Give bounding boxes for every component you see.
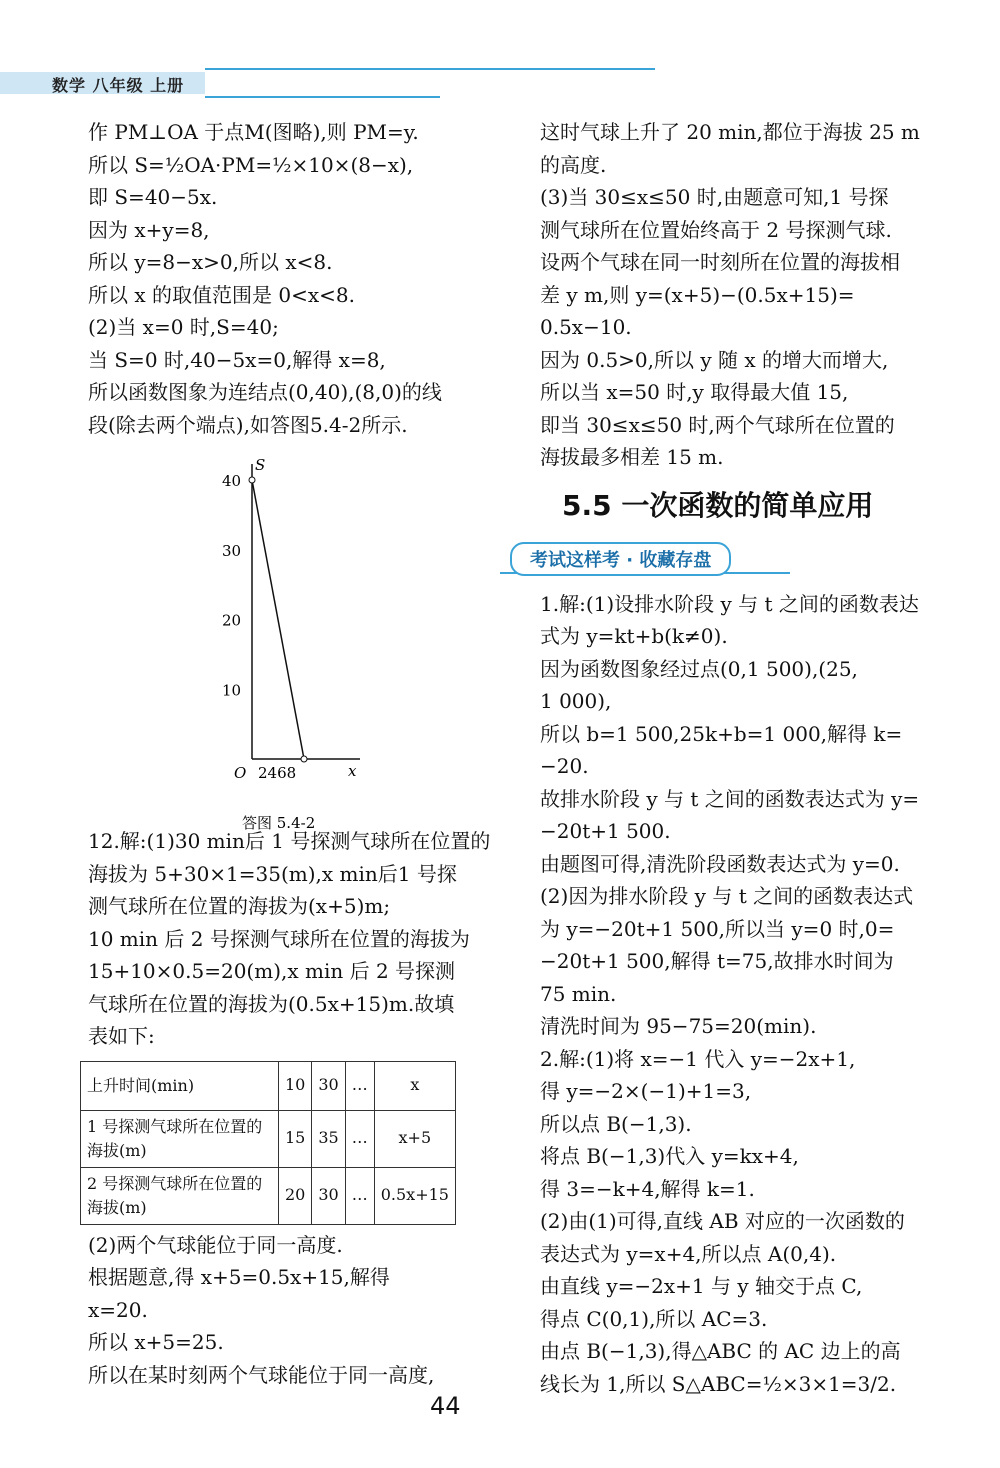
text-line: (2)当 x=0 时,S=40; xyxy=(88,315,279,339)
text-line: 得 3=−k+4,解得 k=1. xyxy=(540,1176,755,1201)
text-line: 1.解:(1)设排水阶段 y 与 t 之间的函数表达 xyxy=(540,591,919,616)
text-line: 当 S=0 时,40−5x=0,解得 x=8, xyxy=(88,347,386,372)
y-tick-label: 10 xyxy=(222,681,242,700)
table-cell: 30 xyxy=(312,1061,345,1110)
text-line: 的高度. xyxy=(540,152,607,177)
text-line: 由题图可得,清洗阶段函数表达式为 y=0. xyxy=(540,851,900,876)
text-line: 因为 x+y=8, xyxy=(88,217,210,242)
text-line: 因为函数图象经过点(0,1 500),(25, xyxy=(540,656,858,681)
text-line: 所以在某时刻两个气球能位于同一高度, xyxy=(88,1362,435,1387)
table-cell: … xyxy=(345,1061,374,1110)
text-line: 得 y=−2×(−1)+1=3, xyxy=(540,1079,752,1103)
text-line: 气球所在位置的海拔为(0.5x+15)m.故填 xyxy=(88,991,455,1016)
text-line: 0.5x−10. xyxy=(540,315,632,339)
text-line: −20t+1 500,解得 t=75,故排水时间为 xyxy=(540,949,894,973)
text-line: 海拔为 5+30×1=35(m),x min后1 号探 xyxy=(88,861,457,886)
table-cell: 上升时间(min) xyxy=(81,1061,279,1110)
balloon-table xyxy=(80,1061,456,1225)
solution-12-part2 xyxy=(88,1229,498,1392)
text-line: 所以 S=½OA·PM=½×10×(8−x), xyxy=(88,152,414,177)
text-line: 所以 x+5=25. xyxy=(88,1330,224,1354)
table-cell: 1 号探测气球所在位置的海拔(m) xyxy=(81,1110,279,1167)
function-line xyxy=(252,480,304,759)
table-cell: 35 xyxy=(312,1110,345,1167)
y-axis-label: S xyxy=(255,456,266,474)
solution-12-part3 xyxy=(540,116,950,474)
exam-solutions xyxy=(540,588,950,1401)
table-row xyxy=(81,1061,456,1110)
text-line: 所以 y=8−x>0,所以 x<8. xyxy=(88,250,333,274)
function-graph xyxy=(220,456,380,836)
text-line: 段(除去两个端点),如答图5.4-2所示. xyxy=(88,412,408,437)
text-line: −20t+1 500. xyxy=(540,819,671,843)
header-rule-2 xyxy=(205,96,440,98)
text-line: (2)因为排水阶段 y 与 t 之间的函数表达式 xyxy=(540,884,914,908)
page-number: 44 xyxy=(430,1392,461,1420)
table-row xyxy=(81,1167,456,1224)
open-endpoint xyxy=(301,756,307,762)
table-cell: 2 号探测气球所在位置的海拔(m) xyxy=(81,1167,279,1224)
table-cell: 15 xyxy=(279,1110,312,1167)
text-line: 这时气球上升了 20 min,都位于海拔 25 m xyxy=(540,120,920,144)
y-tick-label: 30 xyxy=(222,541,242,560)
text-line: 表达式为 y=x+4,所以点 A(0,4). xyxy=(540,1241,837,1266)
text-line: 线长为 1,所以 S△ABC=½×3×1=3/2. xyxy=(540,1371,897,1396)
text-line: 10 min 后 2 号探测气球所在位置的海拔为 xyxy=(88,926,470,951)
text-line: 1 000), xyxy=(540,689,612,713)
text-line: 即当 30≤x≤50 时,两个气球所在位置的 xyxy=(540,412,895,437)
text-line: 15+10×0.5=20(m),x min 后 2 号探测 xyxy=(88,959,456,983)
table-cell: 30 xyxy=(312,1167,345,1224)
text-line: 测气球所在位置的海拔为(x+5)m; xyxy=(88,894,391,918)
solution-12-text xyxy=(88,825,498,1053)
text-line: 由点 B(−1,3),得△ABC 的 AC 边上的高 xyxy=(540,1339,901,1363)
text-line: 表如下: xyxy=(88,1024,155,1048)
text-line: 式为 y=kt+b(k≠0). xyxy=(540,624,728,648)
header-rule xyxy=(205,68,655,70)
text-line: 因为 0.5>0,所以 y 随 x 的增大而增大, xyxy=(540,347,889,372)
header-title: 数学 八年级 上册 xyxy=(52,76,185,95)
solution-11-text xyxy=(88,116,498,441)
page-header xyxy=(0,62,660,98)
text-line: 所以函数图象为连结点(0,40),(8,0)的线 xyxy=(88,380,442,404)
table-cell: x+5 xyxy=(374,1110,455,1167)
text-line: 为 y=−20t+1 500,所以当 y=0 时,0= xyxy=(540,916,895,941)
text-line: 所以 x 的取值范围是 0<x<8. xyxy=(88,282,355,307)
table-cell: 0.5x+15 xyxy=(374,1167,455,1224)
section-title: 5.5 一次函数的简单应用 xyxy=(562,488,874,522)
text-line: 所以 b=1 500,25k+b=1 000,解得 k= xyxy=(540,721,903,746)
y-tick-label: 20 xyxy=(222,611,242,630)
origin-label: O xyxy=(234,764,247,782)
exam-banner xyxy=(510,538,950,578)
text-line: 将点 B(−1,3)代入 y=kx+4, xyxy=(540,1144,799,1168)
table-row xyxy=(81,1110,456,1167)
table-cell: x xyxy=(374,1061,455,1110)
table-cell: 20 xyxy=(279,1167,312,1224)
text-line: 所以当 x=50 时,y 取得最大值 15, xyxy=(540,380,849,404)
text-line: (3)当 30≤x≤50 时,由题意可知,1 号探 xyxy=(540,185,889,209)
text-line: 12.解:(1)30 min后 1 号探测气球所在位置的 xyxy=(88,829,491,853)
text-line: 由直线 y=−2x+1 与 y 轴交于点 C, xyxy=(540,1274,863,1298)
text-line: 75 min. xyxy=(540,981,617,1006)
text-line: 故排水阶段 y 与 t 之间的函数表达式为 y= xyxy=(540,786,920,811)
text-line: 海拔最多相差 15 m. xyxy=(540,445,724,469)
banner-label: 考试这样考 · 收藏存盘 xyxy=(510,542,731,576)
x-tick-label: 2468 xyxy=(258,764,297,782)
text-line: 清洗时间为 95−75=20(min). xyxy=(540,1014,817,1038)
chart-caption: 答图 5.4-2 xyxy=(242,814,316,832)
text-line: x=20. xyxy=(88,1297,148,1322)
table-cell: … xyxy=(345,1110,374,1167)
text-line: 设两个气球在同一时刻所在位置的海拔相 xyxy=(540,250,900,274)
y-tick-label: 40 xyxy=(222,472,242,490)
table-cell: … xyxy=(345,1167,374,1224)
text-line: 即 S=40−5x. xyxy=(88,185,218,209)
open-endpoint xyxy=(249,477,255,483)
text-line: 根据题意,得 x+5=0.5x+15,解得 xyxy=(88,1265,390,1289)
table-cell: 10 xyxy=(279,1061,312,1110)
text-line: 得点 C(0,1),所以 AC=3. xyxy=(540,1306,768,1331)
text-line: 测气球所在位置始终高于 2 号探测气球. xyxy=(540,217,892,242)
text-line: −20. xyxy=(540,754,589,778)
text-line: (2)两个气球能位于同一高度. xyxy=(88,1232,343,1257)
right-column xyxy=(530,116,950,1400)
text-line: 差 y m,则 y=(x+5)−(0.5x+15)= xyxy=(540,282,855,307)
text-line: 作 PM⊥OA 于点M(图略),则 PM=y. xyxy=(88,120,419,144)
text-line: 2.解:(1)将 x=−1 代入 y=−2x+1, xyxy=(540,1046,856,1071)
x-axis-label: x xyxy=(348,762,357,780)
text-line: (2)由(1)可得,直线 AB 对应的一次函数的 xyxy=(540,1209,905,1233)
text-line: 所以点 B(−1,3). xyxy=(540,1111,692,1136)
